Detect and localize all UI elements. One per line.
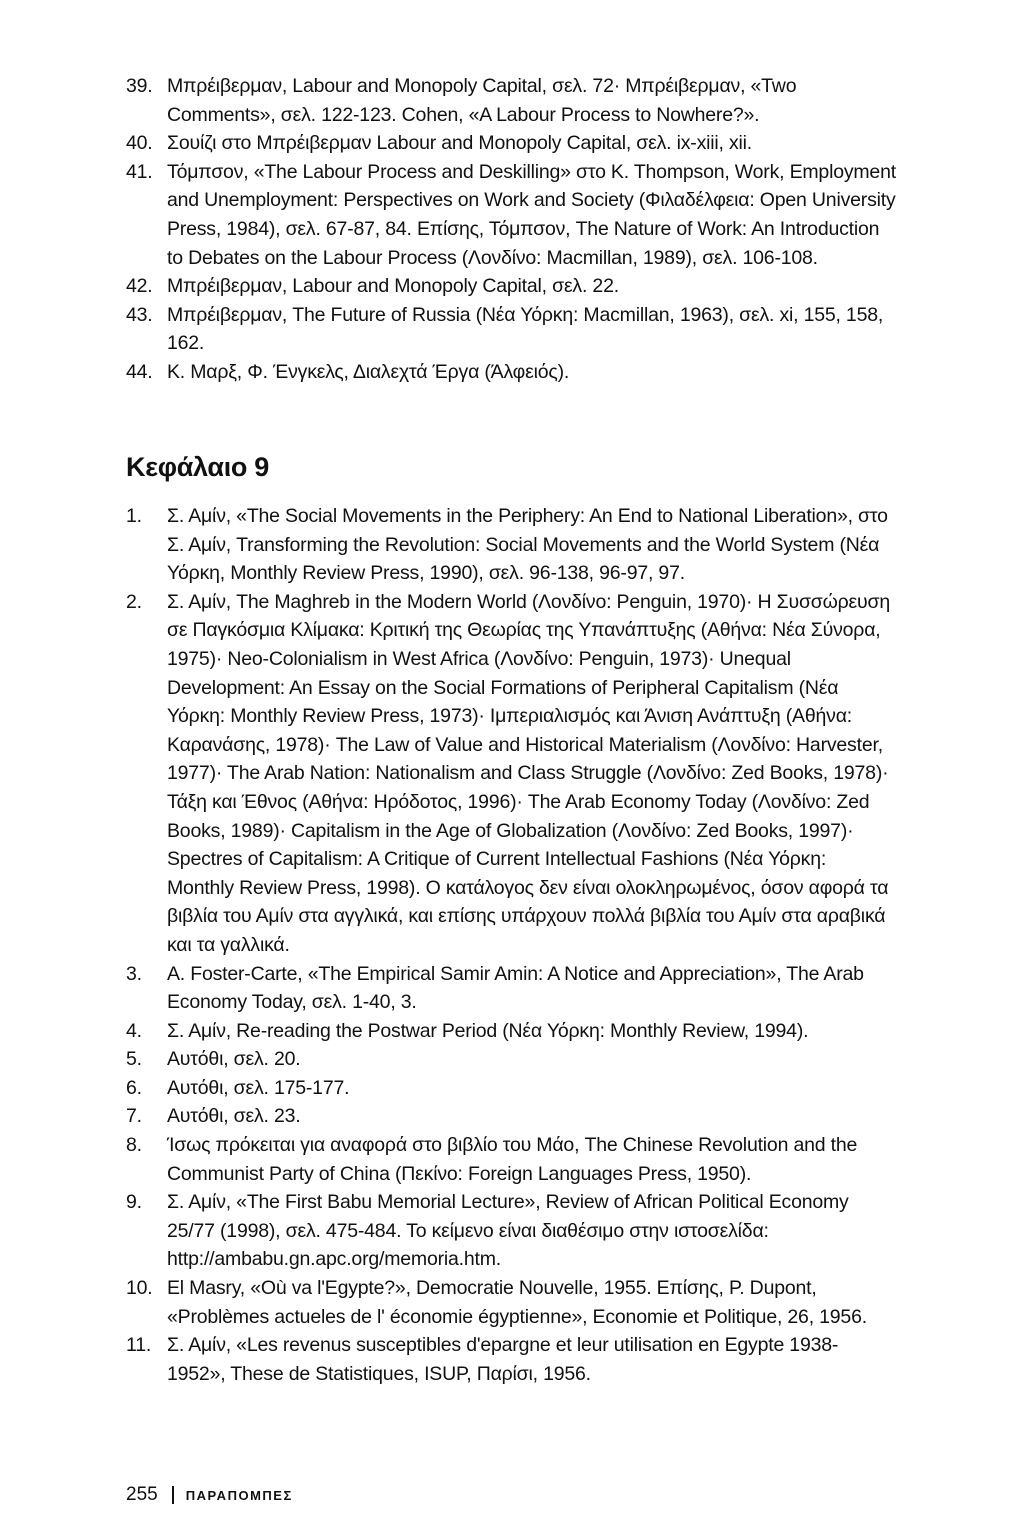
notes-list-chapter-9 [126,502,896,1388]
note-text: El Masry, «Où va l'Egypte?», Democratie Nouvelle, 1955. Επίσης, P. Dupont, «Problèmes actueles de l' économie égyptienne», Economie et Politique, 26, 1956. [167,1277,867,1328]
footer-divider [172,1486,174,1504]
note-5 [126,1045,896,1074]
note-number: 9. [126,1191,142,1214]
note-43 [126,301,896,358]
section-title: ΠΑΡΑΠΟΜΠΕΣ [185,1487,293,1503]
note-number: 10. [126,1277,153,1300]
note-number: 5. [126,1048,142,1071]
note-9 [126,1188,896,1274]
note-text: Αυτόθι, σελ. 20. [167,1048,301,1071]
note-10 [126,1274,896,1331]
note-text: Μπρέιβερμαν, Labour and Monopoly Capital, σελ. 72· Μπρέιβερμαν, «Two Comments», σελ. 122-123. Cohen, «A Labour Process to Nowhere?». [167,75,797,126]
note-text: Σουίζι στο Μπρέιβερμαν Labour and Monopoly Capital, σελ. ix-xiii, xii. [167,132,753,155]
note-text: A. Foster-Carte, «The Empirical Samir Amin: A Notice and Appreciation», The Arab Economy Today, σελ. 1-40, 3. [167,962,864,1014]
note-8 [126,1131,896,1188]
note-number: 39. [126,75,153,97]
note-text: Αυτόθι, σελ. 23. [167,1105,301,1128]
note-text: Σ. Αμίν, The Maghreb in the Modern World (Λονδίνο: Penguin, 1970)· Η Συσσώρευση σε Παγκόσμια Κλίμακα: Κριτική της Θεωρίας της Υπανάπτυξης (Αθήνα: Νέα Σύνορα, 1975)· Neo-Colonialism in West Africa (Λονδίνο: Penguin, 1973)· Unequal Development: An Essay on the Social Formations of Peripheral Capitalism (Νέα Υόρκη: Monthly Review Press, 1973)· Ιμπεριαλισμός και Άνιση Ανάπτυξη (Αθήνα: Καρανάσης, 1978)· The Law of Value and Historical Materialism (Λονδίνο: Harvester, 1977)· The Arab Nation: Nationalism and Class Struggle (Λονδίνο: Zed Books, 1978)· Τάξη και Έθνος (Αθήνα: Ηρόδοτος, 1996)· The Arab Economy Today (Λονδίνο: Zed Books, 1989)· Capitalism in the Age of Globalization (Λονδίνο: Zed Books, 1997)· Spectres of Capitalism: A Critique of Current Intellectual Fashions (Νέα Υόρκη: Monthly Review Press, 1998). Ο κατάλογος δεν είναι ολοκληρωμένος, όσον αφορά τα βιβλία του Αμίν στα αγγλικά, και επίσης υπάρχουν πολλά βιβλία του Αμίν στα αραβικά και τα γαλλικά. [167,590,890,956]
note-number: 2. [126,590,142,613]
note-7 [126,1102,896,1131]
note-number: 11. [126,1334,152,1357]
chapter-heading: Κεφάλαιο 9 [126,452,270,482]
note-number: 40. [126,132,153,155]
note-number: 42. [126,275,153,298]
note-text: Ίσως πρόκειται για αναφορά στο βιβλίο του Μάο, The Chinese Revolution and the Communist Party of China (Πεκίνο: Foreign Languages Press, 1950). [167,1134,858,1185]
note-40 [126,129,896,158]
note-number: 44. [126,360,153,383]
note-number: 7. [126,1105,142,1128]
note-41 [126,158,896,272]
note-text: Σ. Αμίν, Re-reading the Postwar Period (Νέα Υόρκη: Monthly Review, 1994). [167,1019,809,1042]
note-3 [126,960,896,1017]
note-11 [126,1331,896,1388]
note-text: Σ. Αμίν, «Les revenus susceptibles d'epargne et leur utilisation en Egypte 1938-1952», These de Statistiques, ISUP, Παρίσι, 1956. [167,1334,839,1385]
note-text: Τόμπσον, «The Labour Process and Deskilling» στο K. Thompson, Work, Employment and Unemployment: Perspectives on Work and Society (Φιλαδέλφεια: Open University Press, 1984), σελ. 67-87, 84. Επίσης, Τόμπσον, The Nature of Work: An Introduction to Debates on the Labour Process (Λονδίνο: Macmillan, 1989), σελ. 106-108. [167,160,896,269]
note-42 [126,272,896,301]
note-text: Κ. Μαρξ, Φ. Ένγκελς, Διαλεχτά Έργα (Άλφειός). [167,360,570,383]
note-1 [126,502,896,588]
note-number: 8. [126,1134,142,1157]
note-39 [126,72,896,129]
note-text: Μπρέιβερμαν, Labour and Monopoly Capital, σελ. 22. [167,275,619,298]
note-text: Σ. Αμίν, «The Social Movements in the Periphery: An End to National Liberation», στο Σ. Αμίν, Transforming the Revolution: Social Movements and the World System (Νέα Υόρκη, Monthly Review Press, 1990), σελ. 96-138, 96-97, 97. [167,505,888,585]
note-number: 1. [126,505,142,527]
note-number: 4. [126,1019,142,1042]
note-number: 3. [126,962,142,985]
note-2 [126,588,896,960]
note-number: 43. [126,303,153,326]
note-text: Αυτόθι, σελ. 175-177. [167,1076,350,1099]
note-number: 6. [126,1076,142,1099]
note-44 [126,358,896,387]
page-number: 255 [126,1484,158,1505]
note-text: Μπρέιβερμαν, The Future of Russia (Νέα Υόρκη: Macmillan, 1963), σελ. xi, 155, 158, 162. [167,303,884,355]
notes-list-top [126,72,896,387]
note-4 [126,1017,896,1046]
note-6 [126,1074,896,1103]
note-number: 41. [126,160,153,183]
note-text: Σ. Αμίν, «The First Babu Memorial Lecture», Review of African Political Economy 25/77 (1998), σελ. 475-484. Το κείμενο είναι διαθέσιμο στην ιστοσελίδα: http://ambabu.gn.apc.org/memoria.htm. [167,1191,849,1271]
page-footer [126,1484,293,1506]
